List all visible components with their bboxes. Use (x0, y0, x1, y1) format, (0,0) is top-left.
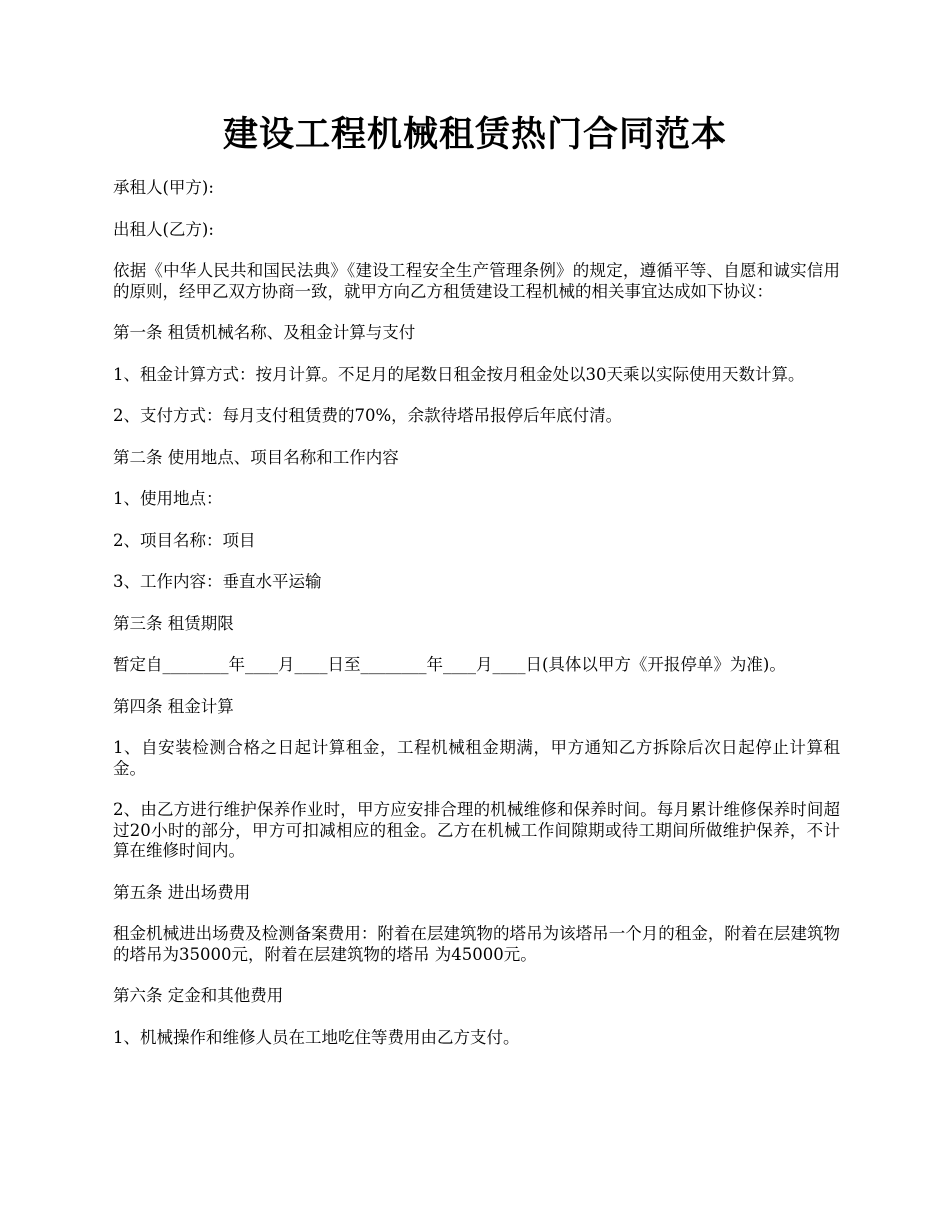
article-5-body: 租金机械进出场费及检测备案费用：附着在层建筑物的塔吊为该塔吊一个月的租金，附着在层建筑物的塔吊为35000元，附着在层建筑物的塔吊 为45000元。 (113, 924, 840, 964)
article-1-heading: 第一条 租赁机械名称、及租金计算与支付 (113, 323, 416, 342)
article-2-clause-1: 1、使用地点： (113, 489, 223, 508)
article-3-heading: 第三条 租赁期限 (113, 613, 234, 633)
article-4-heading: 第四条 租金计算 (113, 696, 234, 716)
preamble-paragraph: 依据《中华人民共和国民法典》《建设工程安全生产管理条例》的规定，遵循平等、自愿和诚实信用的原则，经甲乙双方协商一致，就甲方向乙方租赁建设工程机械的相关事宜达成如下协议： (113, 261, 840, 301)
article-5-heading: 第五条 进出场费用 (113, 882, 251, 902)
article-4-clause-1: 1、自安装检测合格之日起计算租金，工程机械租金期满，甲方通知乙方拆除后次日起停止计算租金。 (113, 738, 840, 778)
document-title: 建设工程机械租赁热门合同范本 (222, 114, 727, 155)
document-body (113, 178, 840, 1069)
article-6-heading: 第六条 定金和其他费用 (113, 986, 284, 1005)
article-4-clause-2: 2、由乙方进行维护保养作业时，甲方应安排合理的机械维修和保养时间。每月累计维修保养时间超过20小时的部分，甲方可扣减相应的租金。乙方在机械工作间隙期或待工期间所做维护保养，不计算在维修时间内。 (113, 800, 840, 860)
article-2-clause-2: 2、项目名称：项目 (113, 530, 256, 550)
party-a-line: 承租人(甲方): (113, 178, 214, 197)
article-2-clause-3: 3、工作内容：垂直水平运输 (113, 572, 322, 591)
article-2-heading: 第二条 使用地点、项目名称和工作内容 (113, 447, 399, 467)
article-1-clause-1: 1、租金计算方式：按月计算。不足月的尾数日租金按月租金处以30天乘以实际使用天数计算。 (113, 364, 805, 384)
party-b-line: 出租人(乙方): (113, 219, 214, 239)
article-1-clause-2: 2、支付方式：每月支付租赁费的70%，余款待塔吊报停后年底付清。 (113, 406, 623, 425)
article-3-body: 暂定自________年____月____日至________年____月____日(具体以甲方《开报停单》为准)。 (113, 655, 786, 674)
article-6-clause-1: 1、机械操作和维修人员在工地吃住等费用由乙方支付。 (113, 1027, 520, 1047)
